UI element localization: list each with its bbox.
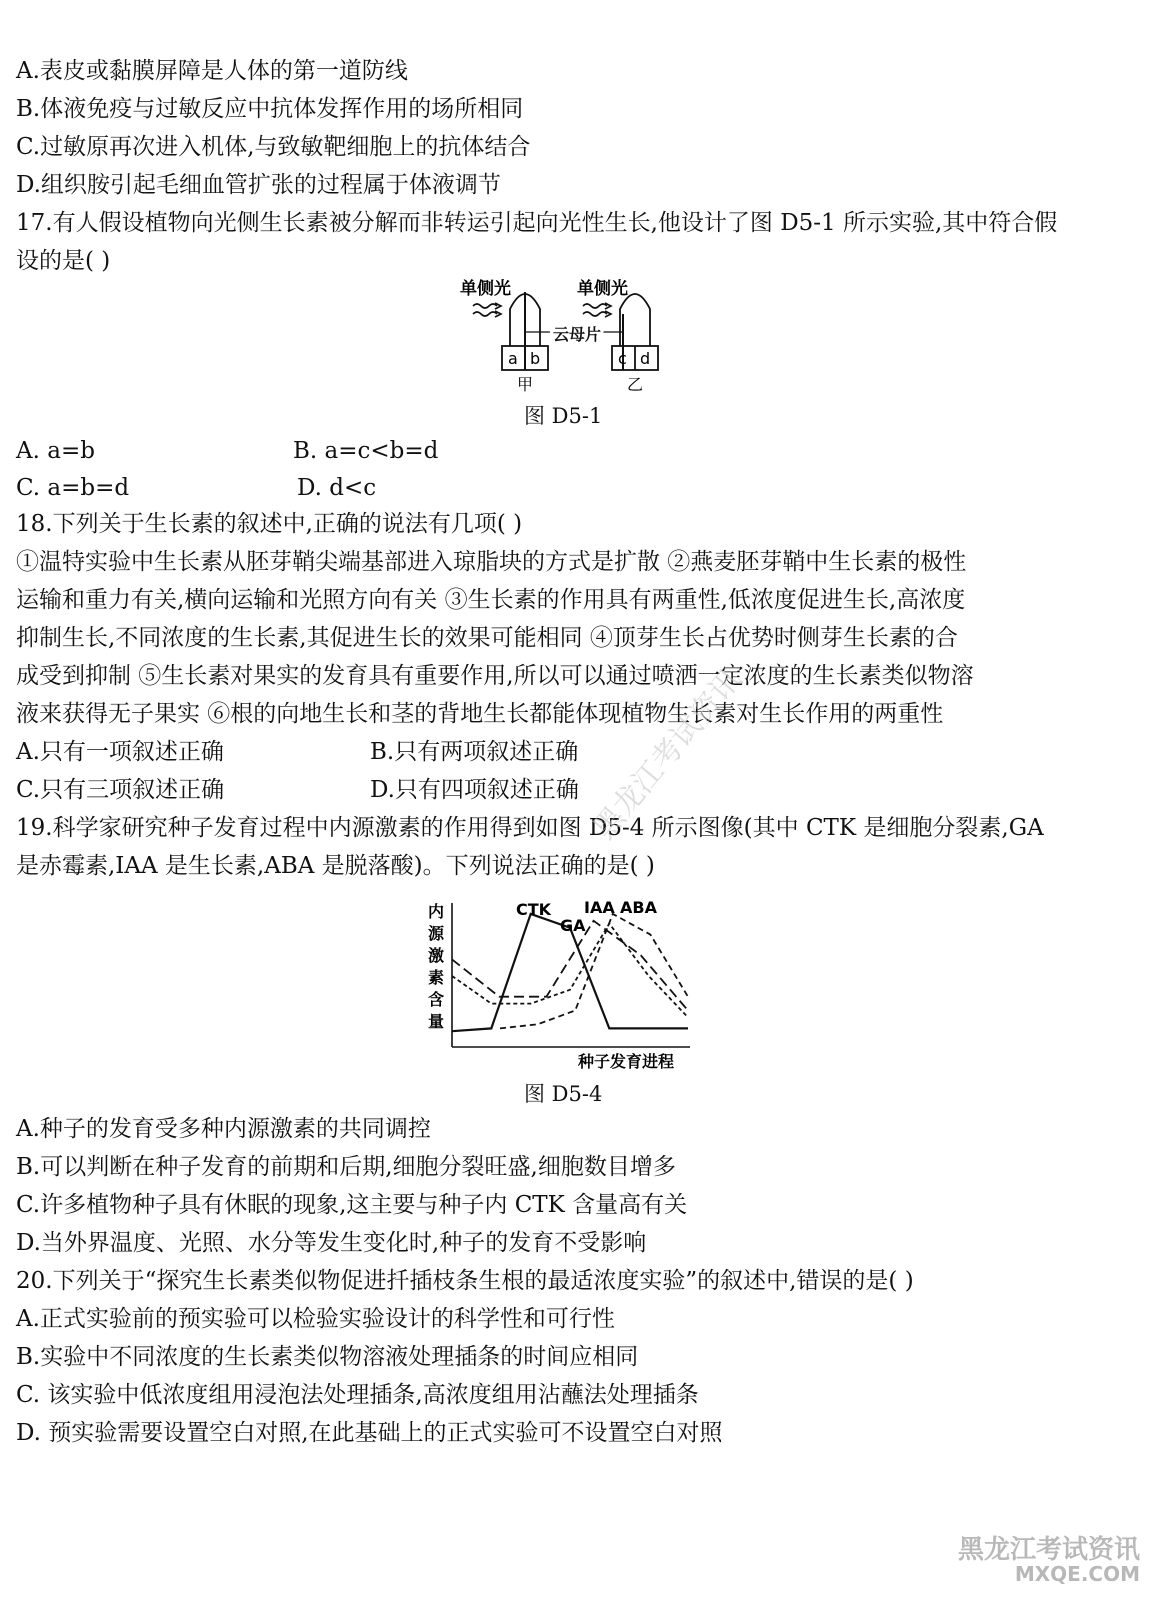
light-arrows-right	[583, 303, 611, 317]
figure-d5-4-caption: 图 D5-4	[524, 1082, 603, 1106]
block-a: a	[508, 349, 518, 368]
q17-option-d: D. d<c	[297, 475, 377, 501]
q20-option-d: D. 预实验需要设置空白对照,在此基础上的正式实验可不设置空白对照	[16, 1420, 723, 1446]
watermark-site: MXQE.COM	[1014, 1562, 1140, 1586]
q18-option-c: C.只有三项叙述正确	[16, 777, 225, 803]
watermark-name: 黑龙江考试资讯	[957, 1535, 1140, 1565]
y-axis-label	[428, 902, 445, 1031]
corner-watermark	[958, 1529, 1140, 1586]
light-arrows-left	[473, 303, 501, 317]
figure-d5-1-caption: 图 D5-1	[524, 404, 603, 428]
q18-body-line2: 运输和重力有关,横向运输和光照方向有关 ③生长素的作用具有两重性,低浓度促进生长,高浓度	[16, 587, 966, 613]
q16-option-d: D.组织胺引起毛细血管扩张的过程属于体液调节	[16, 172, 501, 198]
q16-option-b: B.体液免疫与过敏反应中抗体发挥作用的场所相同	[16, 96, 524, 122]
q17-option-a: A. a=b	[16, 438, 95, 464]
q17-stem-line1: 17.有人假设植物向光侧生长素被分解而非转运引起向光性生长,他设计了图 D5-1 所示实验,其中符合假	[16, 210, 1058, 236]
mica-label: 云母片	[553, 325, 602, 344]
q19-option-b: B.可以判断在种子发育的前期和后期,细胞分裂旺盛,细胞数目增多	[16, 1154, 676, 1180]
q20-option-c: C. 该实验中低浓度组用浸泡法处理插条,高浓度组用沾蘸法处理插条	[16, 1382, 699, 1408]
coleoptile-yi	[620, 294, 650, 346]
q16-option-c: C.过敏原再次进入机体,与致敏靶细胞上的抗体结合	[16, 134, 531, 160]
q19-stem-line2: 是赤霉素,IAA 是生长素,ABA 是脱落酸)。下列说法正确的是( )	[16, 853, 655, 879]
series-line-aba	[500, 914, 688, 1029]
label-yi: 乙	[627, 375, 644, 394]
series-label-ctk: CTK	[516, 900, 552, 919]
series-line-ga	[452, 924, 688, 1018]
q18-body-line1: ①温特实验中生长素从胚芽鞘尖端基部进入琼脂块的方式是扩散 ②燕麦胚芽鞘中生长素的极性	[16, 549, 967, 575]
q19-option-c: C.许多植物种子具有休眠的现象,这主要与种子内 CTK 含量高有关	[16, 1192, 688, 1218]
q18-body-line3: 抑制生长,不同浓度的生长素,其促进生长的效果可能相同 ④顶芽生长占优势时侧芽生长素的合	[16, 625, 958, 651]
q18-body-line5: 液来获得无子果实 ⑥根的向地生长和茎的背地生长都能体现植物生长素对生长作用的两重性	[16, 701, 944, 727]
series-label-iaa: IAA	[584, 898, 615, 917]
q20-option-a: A.正式实验前的预实验可以检验实验设计的科学性和可行性	[16, 1306, 615, 1332]
q16-option-a: A.表皮或黏膜屏障是人体的第一道防线	[16, 58, 408, 84]
series-label-ga: GA	[560, 916, 586, 935]
q20-option-b: B.实验中不同浓度的生长素类似物溶液处理插条的时间应相同	[16, 1344, 639, 1370]
x-axis-label: 种子发育进程	[578, 1052, 675, 1071]
q18-option-d: D.只有四项叙述正确	[370, 777, 579, 803]
block-d: d	[640, 349, 651, 368]
q20-stem: 20.下列关于“探究生长素类似物促进扦插枝条生根的最适浓度实验”的叙述中,错误的是( )	[16, 1268, 914, 1294]
diagonal-watermark: 黑龙江考试资讯	[586, 662, 749, 846]
q19-option-a: A.种子的发育受多种内源激素的共同调控	[16, 1116, 431, 1142]
q19-option-d: D.当外界温度、光照、水分等发生变化时,种子的发育不受影响	[16, 1230, 647, 1256]
figure-d5-4-chart	[420, 895, 700, 1075]
q18-option-b: B.只有两项叙述正确	[370, 739, 579, 765]
label-jia: 甲	[517, 375, 534, 394]
block-c: c	[618, 349, 627, 368]
q18-body-line4: 成受到抑制 ⑤生长素对果实的发育具有重要作用,所以可以通过喷洒一定浓度的生长素类似物溶	[16, 663, 974, 689]
light-label-left: 单侧光	[460, 279, 511, 299]
block-b: b	[530, 349, 541, 368]
q18-option-a: A.只有一项叙述正确	[16, 739, 224, 765]
y-axis-label-text: 内源激素含量	[428, 902, 445, 1031]
series-label-aba: ABA	[620, 898, 657, 917]
q19-stem-line1: 19.科学家研究种子发育过程中内源激素的作用得到如图 D5-4 所示图像(其中 CTK 是细胞分裂素,GA	[16, 815, 1044, 841]
figure-d5-1	[455, 274, 695, 398]
light-label-right: 单侧光	[577, 279, 628, 299]
q17-stem-line2: 设的是( )	[16, 248, 111, 274]
q17-option-c: C. a=b=d	[16, 475, 130, 501]
q18-stem: 18.下列关于生长素的叙述中,正确的说法有几项( )	[16, 511, 523, 537]
q17-option-b: B. a=c<b=d	[293, 438, 439, 464]
